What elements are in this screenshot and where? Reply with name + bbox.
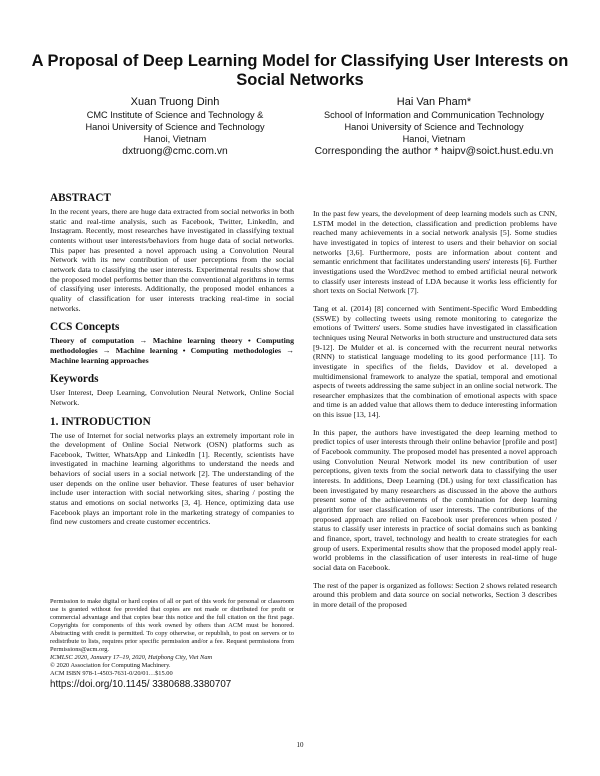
author-1-email[interactable]: dxtruong@cmc.com.vn xyxy=(122,146,228,157)
author-2-location: Hanoi, Vietnam xyxy=(402,134,466,144)
author-1-name: Xuan Truong Dinh xyxy=(130,96,220,108)
doi-link[interactable]: https://doi.org/10.1145/ 3380688.3380707 xyxy=(50,679,232,690)
author-1-affiliation-1: CMC Institute of Science and Technology & xyxy=(86,110,264,120)
permission-block xyxy=(50,598,294,691)
author-1-location: Hanoi, Vietnam xyxy=(143,134,207,144)
author-2-name: Hai Van Pham* xyxy=(396,96,472,108)
isbn-line: ACM ISBN 978-1-4503-7631-0/20/01…$15.00 xyxy=(50,670,173,677)
author-1-affiliation-2: Hanoi University of Science and Technology xyxy=(85,122,265,132)
abstract-heading: ABSTRACT xyxy=(50,192,111,204)
ccs-heading: CCS Concepts xyxy=(50,321,120,334)
right-paragraph-1: In the past few years, the development of deep learning models such as CNN, LSTM model in the detection, classification and prediction problems have reached many achievements in a social network analysis [5]. Some studies have investigated in topics of interest to users and their behavior on social networks [3,6]. Furthermore, posts are information about content and semantic enrichment that facilitates understanding users' interests [6]. Further investigations used the Word2vec method to embed artificial neural network to classify user interests instead of LDA because it works less efficiently for short texts on Social Network [7]. xyxy=(313,209,557,296)
ccs-text: Theory of computation → Machine learning theory • Computing methodologies → Machine learning • Computing methodologies → Machine learning approaches xyxy=(50,336,294,365)
copyright-line: © 2020 Association for Computing Machinery. xyxy=(50,662,171,669)
author-1 xyxy=(45,95,305,158)
paper-title: A Proposal of Deep Learning Model for Classifying User Interests on Social Networks xyxy=(31,52,569,89)
conference-info: ICMLSC 2020, January 17–19, 2020, Haiphong City, Viet Nam xyxy=(50,654,213,661)
right-paragraph-2: Tang et al. (2014) [8] concerned with Sentiment-Specific Word Embedding (SSWE) by collecting tweets using remote monitoring to categorize the emotions of Twitters' users. Some studies have investigated in classification techniques using Neural Networks in both structure and unstructured data sets [9-12]. De Mulder et al. is concerned with the recurrent neural networks (RNN) to statistical language modeling to its good performance [11]. To investigate in specifics of the fields, Davidov et al. developed a multidimensional framework to analyze the spatial, temporal and emotional aspects of tweets addressing the same subject in an online social network. The researcher emphasizes that the combination of emotional aspects with space and time is an added value that allows them to deduce interesting information on this issue [13, 14]. xyxy=(313,303,557,420)
right-paragraph-3: In this paper, the authors have investigated the deep learning method to predict topics of user interests through their online behavior [profile and post] of Facebook community. The proposed model has presented a novel approach using Convolution Neural Network model its new contribution of user perceptions, given texts from the social network data to classifying the user interests. In additions, Deep Learning (DL) using for text classification has been investigated by many researchers as discussed in the above the authors present some of the achievements of the combination for deep learning algorithm for user classification of user interests. The contributions of the proposed approach are relied on Facebook user preferences when posted / status to classify user interests in practice of social domains such as banking and finance, sport, travel, technology and health to create strategies for each group of users. Experimental results show that the proposed model apply real-world problems in the classification of user interests in real-time of huge social data on Facebook. xyxy=(313,427,557,572)
right-paragraph-4: The rest of the paper is organized as follows: Section 2 shows related research around this problem and data source on social networks, Section 3 describes in more detail of the proposed xyxy=(313,580,557,609)
author-2-affiliation-2: Hanoi University of Science and Technology xyxy=(344,122,524,132)
keywords-text: User Interest, Deep Learning, Convolution Neural Network, Online Social Network. xyxy=(50,388,294,407)
page-number: 10 xyxy=(296,741,304,749)
left-column xyxy=(50,192,294,535)
introduction-heading: 1. INTRODUCTION xyxy=(50,415,151,428)
abstract-text: In the recent years, there are huge data extracted from social networks in both static and real-time analysis, such as Facebook, Twitter, LinkedIn, and Instagram. Recently, most researches have investigated in classifying textual contents without user interests/behaviors from huge data of social networks. This paper has presented a novel approach using a Convolution Neural Network with its new contribution of user perceptions from the social network data to classifying the user interests. Experimental results show that the proposed model performs better than the conventional algorithms in terms of classifying user interests. Additionally, the proposed model enhances a quality of classification for user interests tracking real-time in social networks. xyxy=(50,207,294,313)
right-column xyxy=(313,209,557,618)
keywords-heading: Keywords xyxy=(50,373,99,386)
permission-text: Permission to make digital or hard copies of all or part of this work for personal or classroom use is granted without fee provided that copies are not made or distributed for profit or commercial advantage and that copies bear this notice and the full citation on the first page. Copyrights for components of this work owned by others than ACM must be honored. Abstracting with credit is permitted. To copy otherwise, or republish, to post on servers or to redistribute to lists, requires prior specific permission and/or a fee. Request permissions from Permissions@acm.org. xyxy=(50,598,294,653)
introduction-text: The use of Internet for social networks plays an extremely important role in the development of Online Social Network (OSN) platforms such as Facebook, Twitter, WhatsApp and LinkedIn [1]. Recently, scientists have investigated in machine learning algorithms to understand the needs and behaviors of social users in a social network [2]. The understanding of the user depends on the online user behavior. These features of user behavior include user interaction with social networking sites, sharing / posting the status and emotions on social networks [3, 4]. Hence, optimizing data use Facebook plays an important role in the marketing strategy of companies to find new customers and create customer eccentrics. xyxy=(50,430,294,527)
author-2-affiliation-1: School of Information and Communication Technology xyxy=(324,110,544,120)
author-2-email[interactable]: Corresponding the author * haipv@soict.hust.edu.vn xyxy=(314,146,554,157)
author-2 xyxy=(299,95,569,158)
